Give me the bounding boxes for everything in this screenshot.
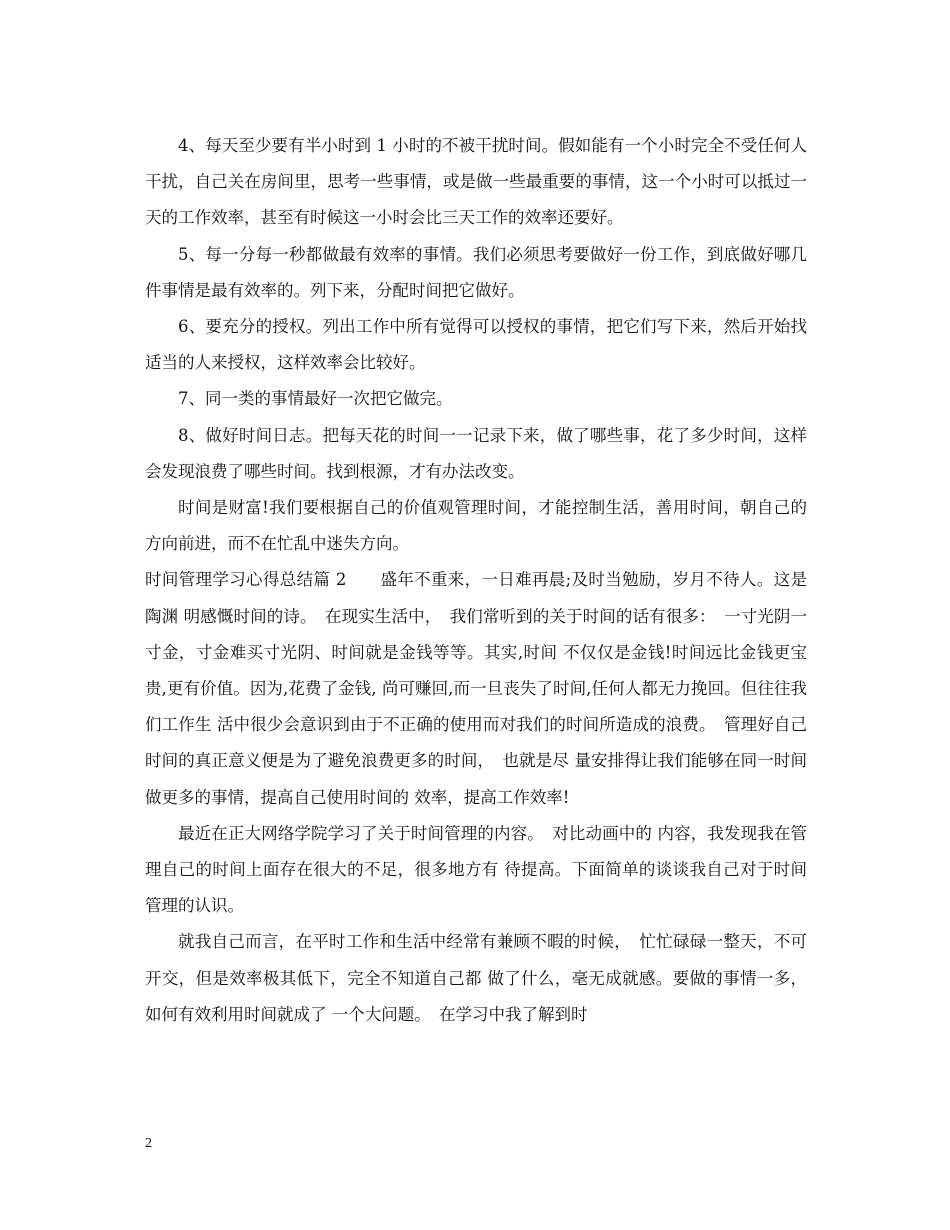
paragraph-item-5: 5、每一分每一秒都做最有效率的事情。我们必须思考要做好一份工作，到底做好哪几件事情是最有效率的。列下来，分配时间把它做好。	[145, 244, 807, 300]
paragraph-study: 最近在正大网络学院学习了关于时间管理的内容。 对比动画中的 内容，我发现我在管理自己的时间上面存在很大的不足，很多地方有 待提高。下面简单的谈谈我自己对于时间管理的认识。	[145, 823, 807, 916]
document-body	[145, 128, 807, 1033]
page-number: 2	[145, 1136, 152, 1151]
paragraph-self-reflection: 就我自己而言，在平时工作和生活中经常有兼顾不暇的时候， 忙忙碌碌一整天，不可开交，但是效率极其低下，完全不知道自己都 做了什么，毫无成就感。要做的事情一多，如何有效利用时间就成了 一个大问题。 在学习中我了解到时	[145, 932, 807, 1024]
paragraph-item-6: 6、要充分的授权。列出工作中所有觉得可以授权的事情，把它们写下来，然后开始找适当的人来授权，这样效率会比较好。	[145, 317, 807, 373]
section-paragraph: 时间管理学习心得总结篇 2 盛年不重来，一日难再晨;及时当勉励，岁月不待人。这是陶渊 明感慨时间的诗。 在现实生活中， 我们常听到的关于时间的话有很多： 一寸光阴一寸金，寸金难买寸光阴、时间就是金钱等等。其实,时间 不仅仅是金钱!时间远比金钱更宝贵,更有价值。因为,花费了金钱, 尚可赚回,而一旦丧失了时间,任何人都无力挽回。但往往我们工作生 活中很少会意识到由于不正确的使用而对我们的时间所造成的浪费。 管理好自己时间的真正意义便是为了避免浪费更多的时间， 也就是尽 量安排得让我们能够在同一时间做更多的事情，提高自己使用时间的 效率，提高工作效率!	[145, 570, 807, 807]
paragraph-item-7: 7、同一类的事情最好一次把它做完。	[178, 389, 453, 409]
paragraph-item-8: 8、做好时间日志。把每天花的时间一一记录下来，做了哪些事，花了多少时间，这样会发现浪费了哪些时间。找到根源，才有办法改变。	[145, 425, 807, 481]
paragraph-item-4: 4、每天至少要有半小时到 1 小时的不被干扰时间。假如能有一个小时完全不受任何人干扰，自己关在房间里，思考一些事情，或是做一些最重要的事情，这一个小时可以抵过一天的工作效率，甚至有时候这一小时会比三天工作的效率还要好。	[145, 136, 807, 228]
paragraph-summary: 时间是财富!我们要根据自己的价值观管理时间，才能控制生活，善用时间，朝自己的方向前进，而不在忙乱中迷失方向。	[145, 498, 807, 554]
